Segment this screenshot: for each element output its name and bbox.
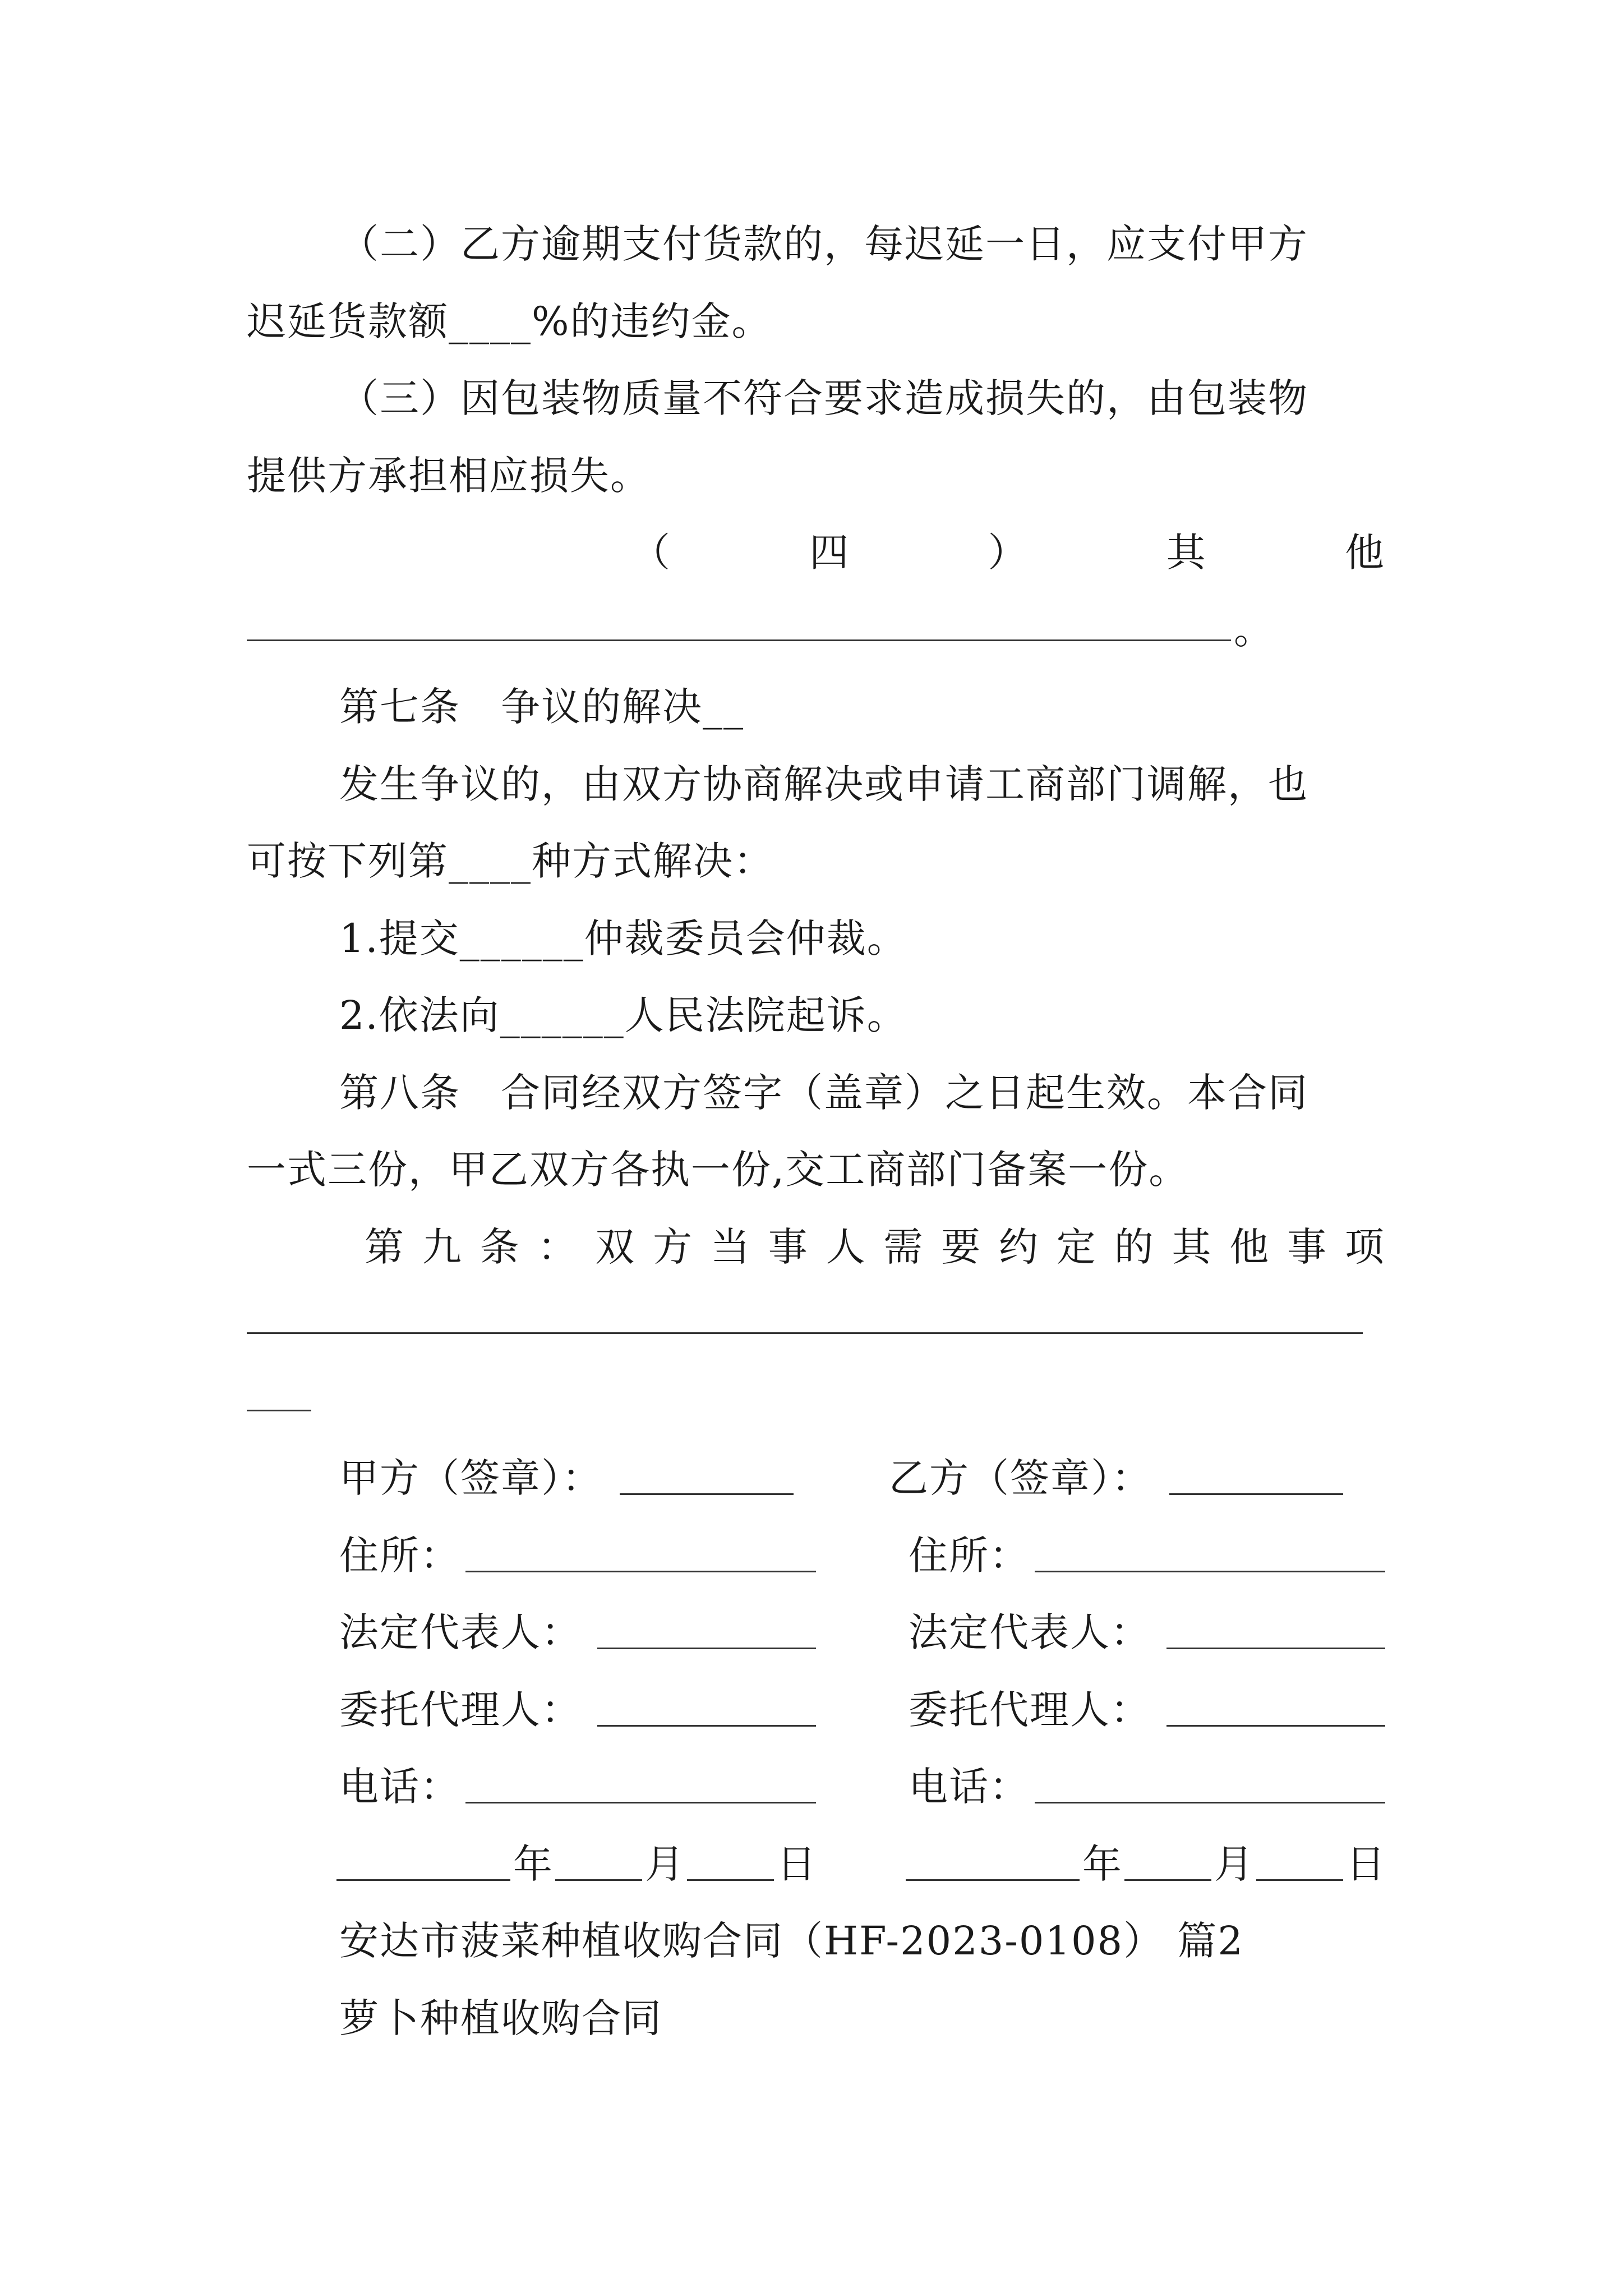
party-a-agent-label: 委托代理人： <box>339 1687 582 1733</box>
party-b-agent-blank <box>1166 1725 1385 1727</box>
article-9-char: 第 <box>365 1224 405 1270</box>
clause-4-char: （ <box>631 530 671 576</box>
clause-2-line-2: 迟延货款额____%的违约金。 <box>247 298 772 344</box>
party-a-day-blank <box>687 1879 774 1881</box>
party-a-month-label: 月 <box>645 1841 685 1887</box>
article-9-blank-line-1 <box>247 1332 1363 1334</box>
article-9-char: 项 <box>1344 1224 1385 1270</box>
article-9-char: 定 <box>1056 1224 1097 1270</box>
article-9-char: 要 <box>941 1224 982 1270</box>
party-a-year-blank <box>336 1879 510 1881</box>
article-7-line-1: 发生争议的，由双方协商解决或申请工商部门调解，也 <box>339 761 1308 807</box>
party-b-month-blank <box>1124 1879 1211 1881</box>
article-8-line-2: 一式三份，甲乙双方各执一份,交工商部门备案一份。 <box>247 1147 1189 1193</box>
party-a-month-blank <box>555 1879 642 1881</box>
clause-2-line-1: （二）乙方逾期支付货款的，每迟延一日，应支付甲方 <box>339 221 1308 267</box>
article-9-char: 需 <box>883 1224 924 1270</box>
party-b-address-blank <box>1035 1571 1385 1572</box>
article-9-char: 当 <box>710 1224 751 1270</box>
party-a-sign-label: 甲方（签章）： <box>339 1455 602 1501</box>
clause-3-line-2: 提供方承担相应损失。 <box>247 453 651 499</box>
clause-4-end-mark: 。 <box>1234 607 1274 653</box>
article-9-blank-line-2 <box>247 1410 311 1411</box>
party-b-sign-label: 乙方（签章）： <box>889 1455 1152 1501</box>
article-8-line-1: 第八条 合同经双方签字（盖章）之日起生效。本合同 <box>339 1070 1308 1116</box>
party-b-address-label: 住所： <box>909 1533 1030 1579</box>
article-9-char: 方 <box>653 1224 694 1270</box>
clause-3-line-1: （三）因包装物质量不符合要求造成损失的，由包装物 <box>339 375 1308 421</box>
article-9-char: 条 <box>479 1224 520 1270</box>
next-document-subtitle: 萝卜种植收购合同 <box>339 1995 662 2041</box>
party-b-month-label: 月 <box>1214 1841 1255 1887</box>
party-b-agent-label: 委托代理人： <box>909 1687 1151 1733</box>
party-b-year-label: 年 <box>1082 1841 1123 1887</box>
clause-4-char: 四 <box>809 530 850 576</box>
party-a-legal-rep-label: 法定代表人： <box>339 1609 582 1655</box>
clause-4-char: ） <box>988 530 1029 576</box>
party-a-address-blank <box>465 1571 816 1572</box>
party-a-address-label: 住所： <box>339 1533 460 1579</box>
party-b-sign-blank <box>1169 1493 1343 1495</box>
article-9-char: 他 <box>1229 1224 1270 1270</box>
article-9-char: 事 <box>768 1224 809 1270</box>
party-b-phone-label: 电话： <box>909 1764 1030 1810</box>
party-b-year-blank <box>906 1879 1080 1881</box>
party-b-legal-rep-blank <box>1166 1648 1385 1649</box>
party-b-phone-blank <box>1035 1802 1385 1803</box>
clause-4-blank-line <box>247 639 1231 641</box>
article-7-option-2: 2.依法向______人民法院起诉。 <box>339 992 907 1038</box>
article-9-char: 约 <box>998 1224 1039 1270</box>
party-a-year-label: 年 <box>513 1841 554 1887</box>
article-9-char: 其 <box>1172 1224 1212 1270</box>
article-7-line-2: 可按下列第____种方式解决： <box>247 838 774 884</box>
party-a-phone-blank <box>465 1802 816 1803</box>
clause-4-char: 其 <box>1166 530 1207 576</box>
article-9-char: 人 <box>826 1224 866 1270</box>
party-a-phone-label: 电话： <box>339 1764 460 1810</box>
article-7-title: 第七条 争议的解决__ <box>339 684 744 730</box>
article-7-option-1: 1.提交______仲裁委员会仲裁。 <box>339 915 907 961</box>
clause-4-heading <box>631 527 1385 578</box>
article-9-char: ： <box>537 1224 578 1270</box>
party-b-legal-rep-label: 法定代表人： <box>909 1609 1151 1655</box>
party-a-legal-rep-blank <box>597 1648 816 1649</box>
article-9-char: 九 <box>422 1224 463 1270</box>
party-b-day-label: 日 <box>1346 1841 1386 1887</box>
party-a-day-label: 日 <box>777 1841 817 1887</box>
article-9-heading <box>365 1222 1385 1272</box>
party-a-agent-blank <box>597 1725 816 1727</box>
party-a-sign-blank <box>620 1493 794 1495</box>
next-document-title: 安达市菠菜种植收购合同（HF-2023-0108） 篇2 <box>339 1918 1244 1964</box>
article-9-char: 的 <box>1114 1224 1155 1270</box>
clause-4-char: 他 <box>1345 530 1385 576</box>
article-9-char: 事 <box>1287 1224 1327 1270</box>
article-9-char: 双 <box>595 1224 636 1270</box>
party-b-day-blank <box>1256 1879 1343 1881</box>
